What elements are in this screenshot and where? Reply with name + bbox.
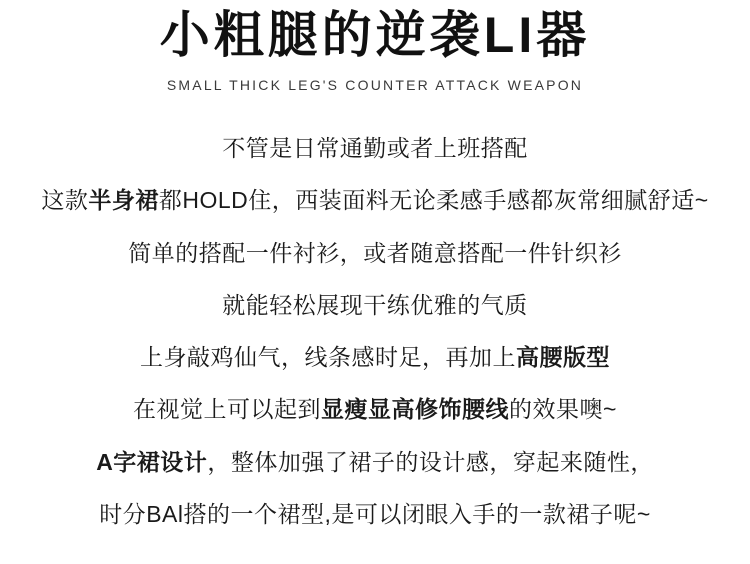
text-segment: ，整体加强了裙子的设计感，穿起来随性， [207,448,654,475]
description-header [0,0,750,93]
description-line [0,122,750,174]
text-segment: 显瘦显高修饰腰线 [321,396,510,423]
text-segment: 简单的搭配一件衬衫，或者随意搭配一件针织衫 [128,239,622,266]
description-line [0,488,750,540]
description-line [0,174,750,226]
text-segment: 高腰版型 [516,344,610,371]
page-subtitle: SMALL THICK LEG'S COUNTER ATTACK WEAPON [166,77,584,93]
description-line [0,227,750,279]
text-segment: 都HOLD住，西装面料无论柔感手感都灰常细腻舒适~ [158,187,709,214]
text-segment: 这款 [41,187,89,214]
description-text [0,122,750,540]
text-segment: 上身敲鸡仙气，线条感时足，再加上 [140,344,516,371]
description-line [0,279,750,331]
page-title: 小粗腿的逆袭LI器 [159,7,591,63]
text-segment: 不管是日常通勤或者上班搭配 [222,135,528,161]
text-segment: 就能轻松展现干练优雅的气质 [222,291,528,318]
text-segment: 半身裙 [88,187,159,214]
text-segment: 的效果噢~ [509,396,617,423]
text-segment: A字裙设计 [96,448,208,475]
description-line [0,331,750,383]
description-line [0,383,750,435]
text-segment: 时分BAl搭的一个裙型,是可以闭眼入手的一款裙子呢~ [99,501,651,528]
description-line [0,436,750,488]
text-segment: 在视觉上可以起到 [133,396,322,423]
